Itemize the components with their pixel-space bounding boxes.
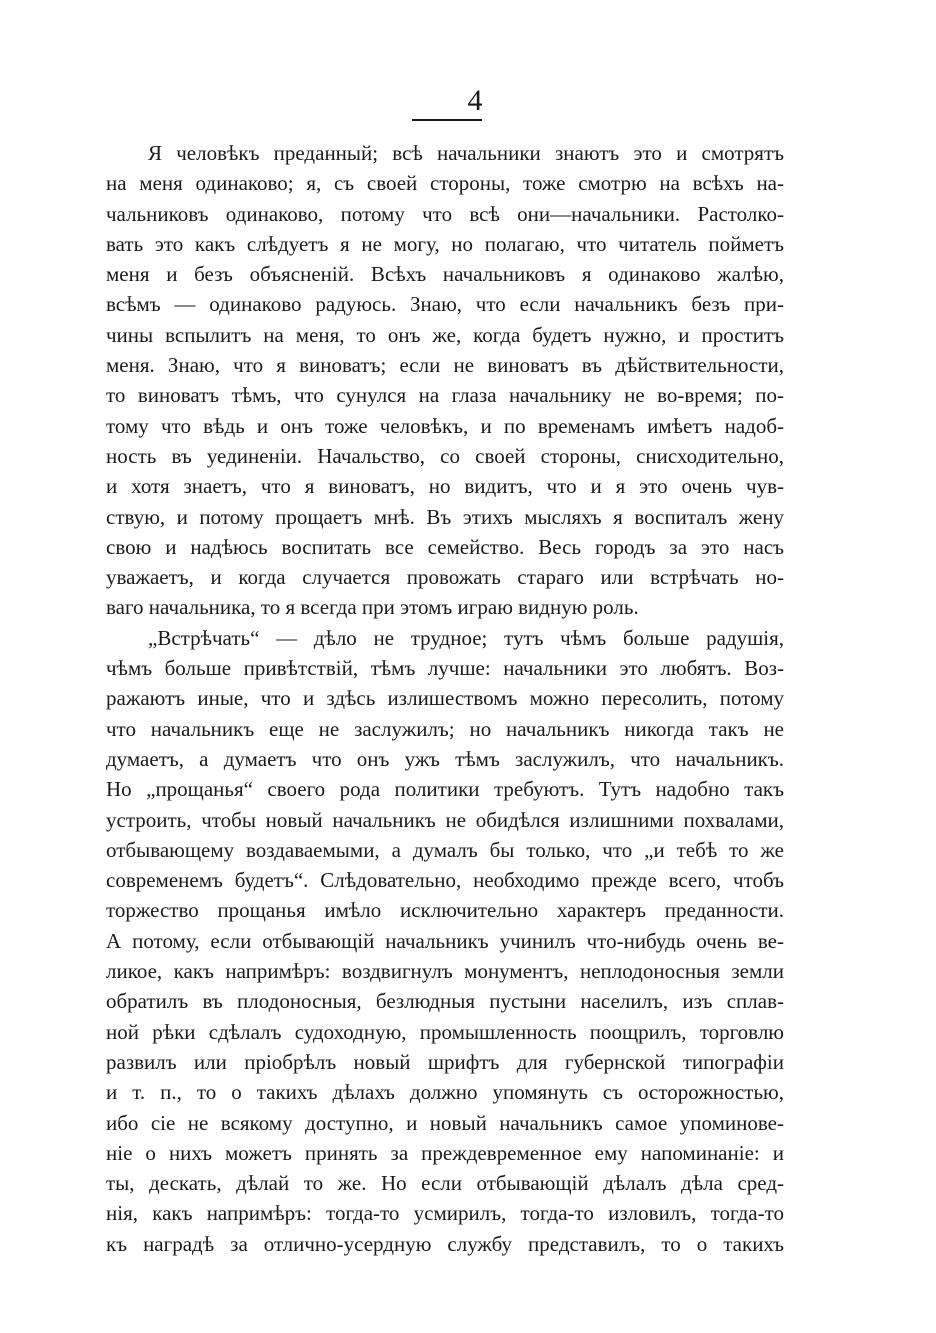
text-line: „Встрѣчать“ — дѣло не трудное; тутъ чѣмъ больше радушія,: [148, 625, 784, 650]
page-number-rule: [412, 119, 482, 121]
text-line: меня. Знаю, что я виноватъ; если не виноватъ въ дѣйствительности,: [106, 353, 784, 378]
text-line: думаетъ, а думаетъ что онъ ужъ тѣмъ заслужилъ, что начальникъ.: [106, 746, 784, 771]
text-line: нія, какъ напримѣръ: тогда-то усмирилъ, тогда-то изловилъ, тогда-то: [106, 1201, 784, 1226]
text-line: то виноватъ тѣмъ, что сунулся на глаза начальнику не во-время; по-: [106, 383, 784, 408]
text-line: и хотя знаетъ, что я виноватъ, но видитъ, что и я это очень чув-: [106, 474, 784, 499]
text-line: чѣмъ больше привѣтствій, тѣмъ лучше: начальники это любятъ. Воз-: [106, 656, 784, 681]
text-line: ваго начальника, то я всегда при этомъ играю видную роль.: [106, 595, 639, 620]
text-line: развилъ или пріобрѣлъ новый шрифтъ для губернской типографіи: [106, 1049, 784, 1074]
text-line: ражаютъ иные, что и здѣсь излишествомъ можно пересолить, потому: [106, 686, 784, 711]
text-line: ность въ уединеніи. Начальство, со своей стороны, снисходительно,: [106, 443, 784, 468]
text-line: меня и безъ объясненій. Всѣхъ начальниковъ я одинаково жалѣю,: [106, 262, 784, 287]
text-line: на меня одинаково; я, съ своей стороны, тоже смотрю на всѣхъ на-: [106, 171, 784, 196]
text-line: ибо сіе не всякому доступно, и новый начальникъ самое упоминове-: [106, 1110, 784, 1135]
text-line: всѣмъ — одинаково радуюсь. Знаю, что если начальникъ безъ при-: [106, 292, 784, 317]
text-line: къ наградѣ за отлично-усердную службу представилъ, то о такихъ: [106, 1231, 784, 1256]
text-line: ствую, и потому прощаетъ мнѣ. Въ этихъ мысляхъ я воспиталъ жену: [106, 504, 784, 529]
text-line: Я человѣкъ преданный; всѣ начальники знаютъ это и смотрятъ: [148, 141, 784, 165]
text-line: уважаетъ, и когда случается провожать стараго или встрѣчать но-: [106, 565, 784, 590]
page-number: 4: [467, 84, 483, 117]
text-line: А потому, если отбывающій начальникъ учинилъ что-нибудь очень ве-: [106, 928, 784, 953]
body-text: [106, 138, 784, 1259]
text-line: ликое, какъ напримѣръ: воздвигнулъ монументъ, неплодоносныя земли: [106, 959, 784, 984]
text-line: Но „прощанья“ своего рода политики требуютъ. Тутъ надобно такъ: [106, 777, 784, 802]
text-line: и т. п., то о такихъ дѣлахъ должно упомянуть съ осторожностью,: [106, 1080, 784, 1105]
text-line: ной рѣки сдѣлалъ судоходную, промышленность поощрилъ, торговлю: [106, 1019, 784, 1044]
text-line: современемъ будетъ“. Слѣдовательно, необходимо прежде всего, чтобъ: [106, 868, 784, 893]
text-line: обратилъ въ плодоносныя, безлюдныя пустыни населилъ, изъ сплав-: [106, 989, 784, 1014]
text-line: свою и надѣюсь воспитать все семейство. Весь городъ за это насъ: [106, 534, 784, 559]
text-line: отбывающему воздаваемыми, а думалъ бы только, что „и тебѣ то же: [106, 837, 784, 862]
text-line: чальниковъ одинаково, потому что всѣ они—начальники. Растолко-: [106, 201, 784, 226]
text-line: что начальникъ еще не заслужилъ; но начальникъ никогда такъ не: [106, 716, 784, 741]
text-line: ніе о нихъ можетъ принять за преждевременное ему напоминаніе: и: [106, 1140, 784, 1165]
text-line: устроить, чтобы новый начальникъ не обидѣлся излишними похвалами,: [106, 807, 784, 832]
text-line: ты, дескать, дѣлай то же. Но если отбывающій дѣлалъ дѣла сред-: [106, 1171, 784, 1196]
text-line: торжество прощанья имѣло исключительно характеръ преданности.: [106, 898, 784, 923]
text-line: вать это какъ слѣдуетъ я не могу, но полагаю, что читатель пойметъ: [106, 231, 784, 256]
text-line: чины вспылитъ на меня, то онъ же, когда будетъ нужно, и проститъ: [106, 322, 784, 347]
text-line: тому что вѣдь и онъ тоже человѣкъ, и по временамъ имѣетъ надоб-: [106, 413, 784, 438]
